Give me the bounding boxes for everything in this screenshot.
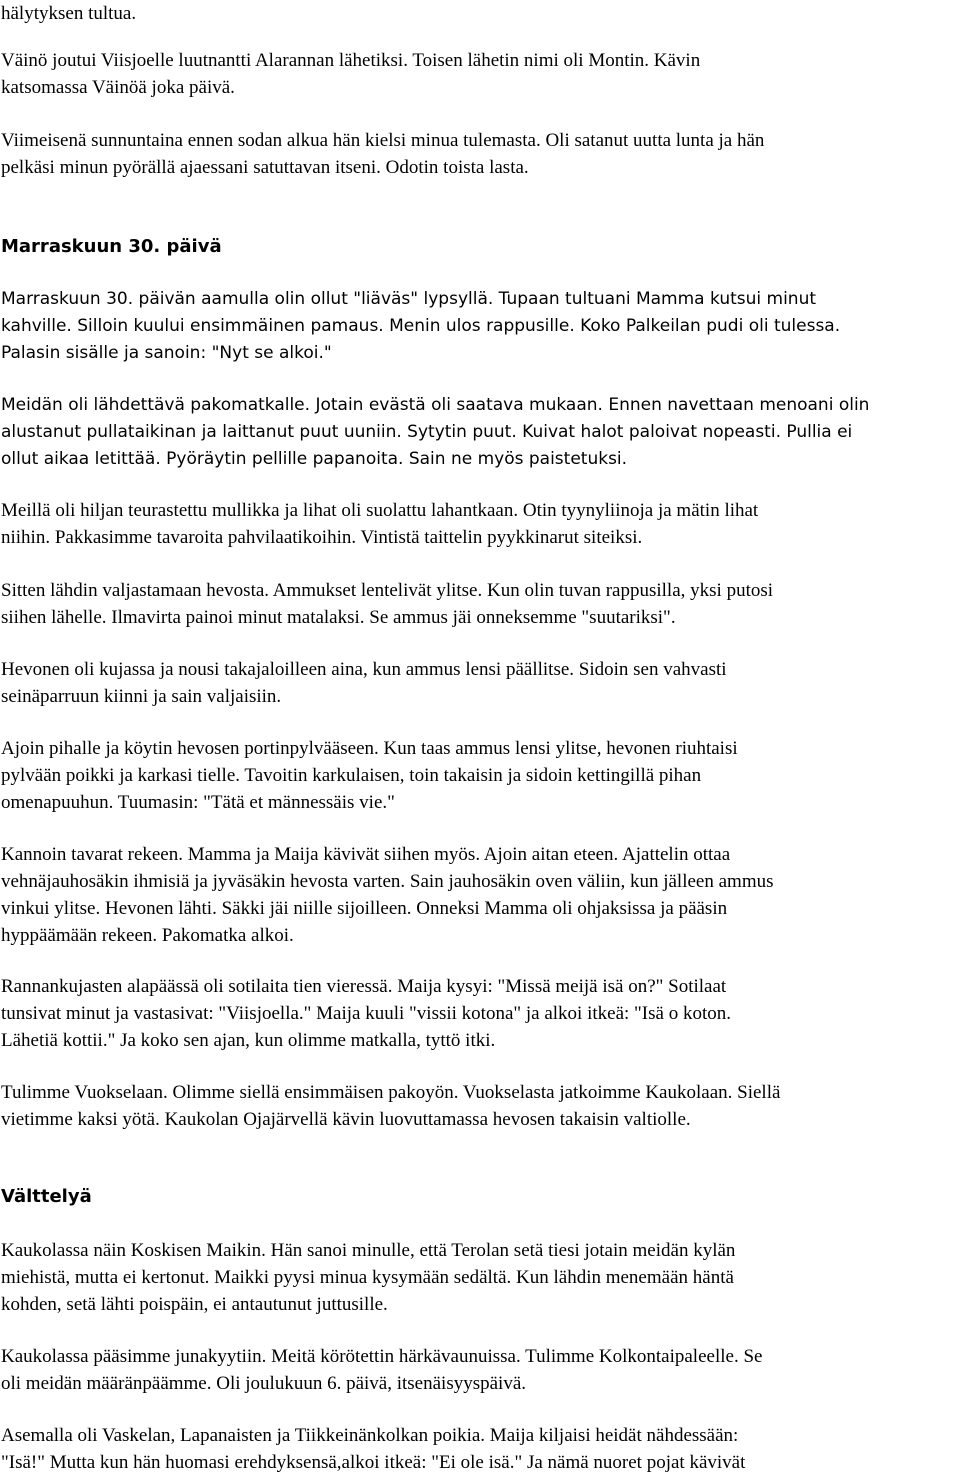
text-line: Kannoin tavarat rekeen. Mamma ja Maija kävivät siihen myös. Ajoin aitan eteen. Ajattelin ottaa bbox=[1, 844, 731, 865]
text-line: alustanut pullataikinan ja laittanut puut uuniin. Sytytin puut. Kuivat halot paloivat nopeasti. Pullia ei bbox=[1, 422, 853, 442]
text-line: katsomassa Väinöä joka päivä. bbox=[1, 77, 235, 98]
text-line: tunsivat minut ja vastasivat: "Viisjoella." Maija kuuli "vissii kotona" ja alkoi itkeä: "Isä o koton. bbox=[1, 1003, 731, 1024]
text-line: hyppäämään rekeen. Pakomatka alkoi. bbox=[1, 925, 294, 946]
paragraph bbox=[1, 973, 951, 1054]
text-line: hälytyksen tultua. bbox=[1, 3, 137, 24]
text-line: kahville. Silloin kuului ensimmäinen pamaus. Menin ulos rappusille. Koko Palkeilan pudi oli tulessa. bbox=[1, 316, 841, 336]
paragraph bbox=[1, 577, 951, 631]
text-line: Palasin sisälle ja sanoin: "Nyt se alkoi." bbox=[1, 343, 332, 363]
text-line: vietimme kaksi yötä. Kaukolan Ojajärvellä kävin luovuttamassa hevosen takaisin valtiolle. bbox=[1, 1109, 691, 1130]
text-line: Meillä oli hiljan teurastettu mullikka ja lihat oli suolattu lahantkaan. Otin tyynyliinoja ja mätin lihat bbox=[1, 500, 759, 521]
text-line: Lähetiä kottii." Ja koko sen ajan, kun olimme matkalla, tyttö itki. bbox=[1, 1030, 496, 1051]
paragraph bbox=[1, 127, 951, 181]
text-line: Viimeisenä sunnuntaina ennen sodan alkua hän kielsi minua tulemasta. Oli satanut uutta lunta ja hän bbox=[1, 130, 765, 151]
text-line: seinäparruun kiinni ja sain valjaisiin. bbox=[1, 686, 282, 707]
paragraph bbox=[1, 1079, 951, 1133]
text-line: Meidän oli lähdettävä pakomatkalle. Jotain evästä oli saatava mukaan. Ennen navettaan menoani olin bbox=[1, 395, 870, 415]
heading-text: Välttelyä bbox=[1, 1186, 92, 1207]
text-line: Väinö joutui Viisjoelle luutnantti Alarannan lähetiksi. Toisen lähetin nimi oli Montin. Kävin bbox=[1, 50, 701, 71]
paragraph bbox=[1, 1237, 951, 1318]
text-line: Rannankujasten alapäässä oli sotilaita tien vieressä. Maija kysyi: "Missä meijä isä on?" Sotilaat bbox=[1, 976, 727, 997]
paragraph bbox=[1, 497, 951, 551]
text-line: "Isä!" Mutta kun hän huomasi erehdyksensä,alkoi itkeä: "Ei ole isä." Ja nämä nuoret pojat kävivät bbox=[1, 1452, 746, 1473]
text-line: Kaukolassa pääsimme junakyytiin. Meitä körötettin härkävaunuissa. Tulimme Kolkontaipaleelle. Se bbox=[1, 1346, 763, 1367]
text-line: miehistä, mutta ei kertonut. Maikki pyysi minua kysymään sedältä. Kun lähdin menemään häntä bbox=[1, 1267, 734, 1288]
paragraph bbox=[1, 47, 951, 101]
text-line: ollut aikaa letittää. Pyöräytin pellille papanoita. Sain ne myös paistetuksi. bbox=[1, 449, 628, 469]
paragraph bbox=[1, 1422, 951, 1476]
text-line: Ajoin pihalle ja köytin hevosen portinpylvääseen. Kun taas ammus lensi ylitse, hevonen riuhtaisi bbox=[1, 738, 738, 759]
text-line: Marraskuun 30. päivän aamulla olin ollut "liäväs" lypsyllä. Tupaan tultuani Mamma kutsui minut bbox=[1, 289, 817, 309]
paragraph bbox=[1, 392, 951, 473]
paragraph bbox=[1, 0, 951, 27]
text-line: siihen lähelle. Ilmavirta painoi minut matalaksi. Se ammus jäi onneksemme "suutariksi". bbox=[1, 607, 676, 628]
section-heading bbox=[1, 1183, 951, 1210]
text-line: Asemalla oli Vaskelan, Lapanaisten ja Tiikkeinänkolkan poikia. Maija kiljaisi heidät nähdessään: bbox=[1, 1425, 739, 1446]
text-line: kohden, setä lähti poispäin, ei antautunut juttusille. bbox=[1, 1294, 388, 1315]
text-line: Kaukolassa näin Koskisen Maikin. Hän sanoi minulle, että Terolan setä tiesi jotain meidän kylän bbox=[1, 1240, 736, 1261]
paragraph bbox=[1, 286, 951, 367]
text-line: oli meidän määränpäämme. Oli joulukuun 6. päivä, itsenäisyyspäivä. bbox=[1, 1373, 527, 1394]
text-line: vinkui ylitse. Hevonen lähti. Säkki jäi niille sijoilleen. Onneksi Mamma oli ohjaksissa ja pääsin bbox=[1, 898, 728, 919]
heading-text: Marraskuun 30. päivä bbox=[1, 236, 222, 257]
text-line: pelkäsi minun pyörällä ajaessani satuttavan itseni. Odotin toista lasta. bbox=[1, 157, 529, 178]
text-line: Hevonen oli kujassa ja nousi takajaloilleen aina, kun ammus lensi päällitse. Sidoin sen vahvasti bbox=[1, 659, 727, 680]
paragraph bbox=[1, 1343, 951, 1397]
text-line: pylvään poikki ja karkasi tielle. Tavoitin karkulaisen, toin takaisin ja sidoin kettingillä pihan bbox=[1, 765, 702, 786]
text-line: niihin. Pakkasimme tavaroita pahvilaatikoihin. Vintistä taittelin pyykkinarut siteiksi. bbox=[1, 527, 643, 548]
text-line: Sitten lähdin valjastamaan hevosta. Ammukset lentelivät ylitse. Kun olin tuvan rappusilla, yksi putosi bbox=[1, 580, 774, 601]
paragraph bbox=[1, 841, 951, 949]
paragraph bbox=[1, 735, 951, 816]
text-line: omenapuuhun. Tuumasin: "Tätä et männessäis vie." bbox=[1, 792, 395, 813]
text-line: Tulimme Vuokselaan. Olimme siellä ensimmäisen pakoyön. Vuokselasta jatkoimme Kaukolaan. Siellä bbox=[1, 1082, 781, 1103]
text-line: vehnäjauhosäkin ihmisiä ja jyväsäkin hevosta varten. Sain jauhosäkin oven väliin, kun jälleen ammus bbox=[1, 871, 774, 892]
paragraph bbox=[1, 656, 951, 710]
section-heading bbox=[1, 233, 951, 260]
